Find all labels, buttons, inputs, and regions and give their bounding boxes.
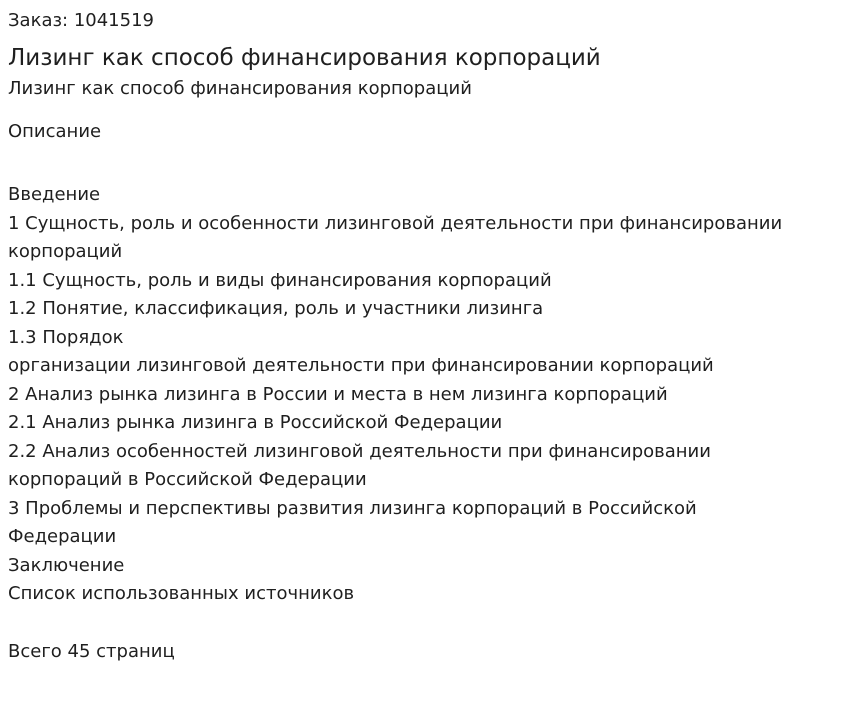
toc-item: 1.3 Порядок организации лизинговой деятельности при финансировании корпораций bbox=[8, 326, 714, 376]
toc-item: Список использованных источников bbox=[8, 583, 355, 604]
toc-item: 2.1 Анализ рынка лизинга в Российской Федерации bbox=[8, 412, 503, 433]
description-heading: Описание bbox=[8, 121, 102, 142]
page-subtitle: Лизинг как способ финансирования корпораций bbox=[8, 78, 472, 99]
toc-item: 1.2 Понятие, классификация, роль и участники лизинга bbox=[8, 298, 544, 319]
toc-item: Заключение bbox=[8, 554, 125, 576]
toc-item: 2.2 Анализ особенностей лизинговой деятельности при финансировании корпораций в Российской Федерации bbox=[8, 440, 711, 490]
toc-item: Введение bbox=[8, 184, 101, 205]
toc-item: 1 Сущность, роль и особенности лизинговой деятельности при финансировании корпораций bbox=[8, 212, 783, 262]
toc-item: 1.1 Сущность, роль и виды финансирования корпораций bbox=[8, 269, 552, 291]
page-title: Лизинг как способ финансирования корпораций bbox=[8, 45, 601, 71]
toc-item: 3 Проблемы и перспективы развития лизинга корпораций в Российской Федерации bbox=[8, 497, 697, 547]
total-pages: Всего 45 страниц bbox=[8, 640, 175, 662]
order-number: Заказ: 1041519 bbox=[8, 10, 154, 31]
toc-item: 2 Анализ рынка лизинга в России и места в нем лизинга корпораций bbox=[8, 383, 668, 405]
table-of-contents bbox=[8, 181, 839, 609]
